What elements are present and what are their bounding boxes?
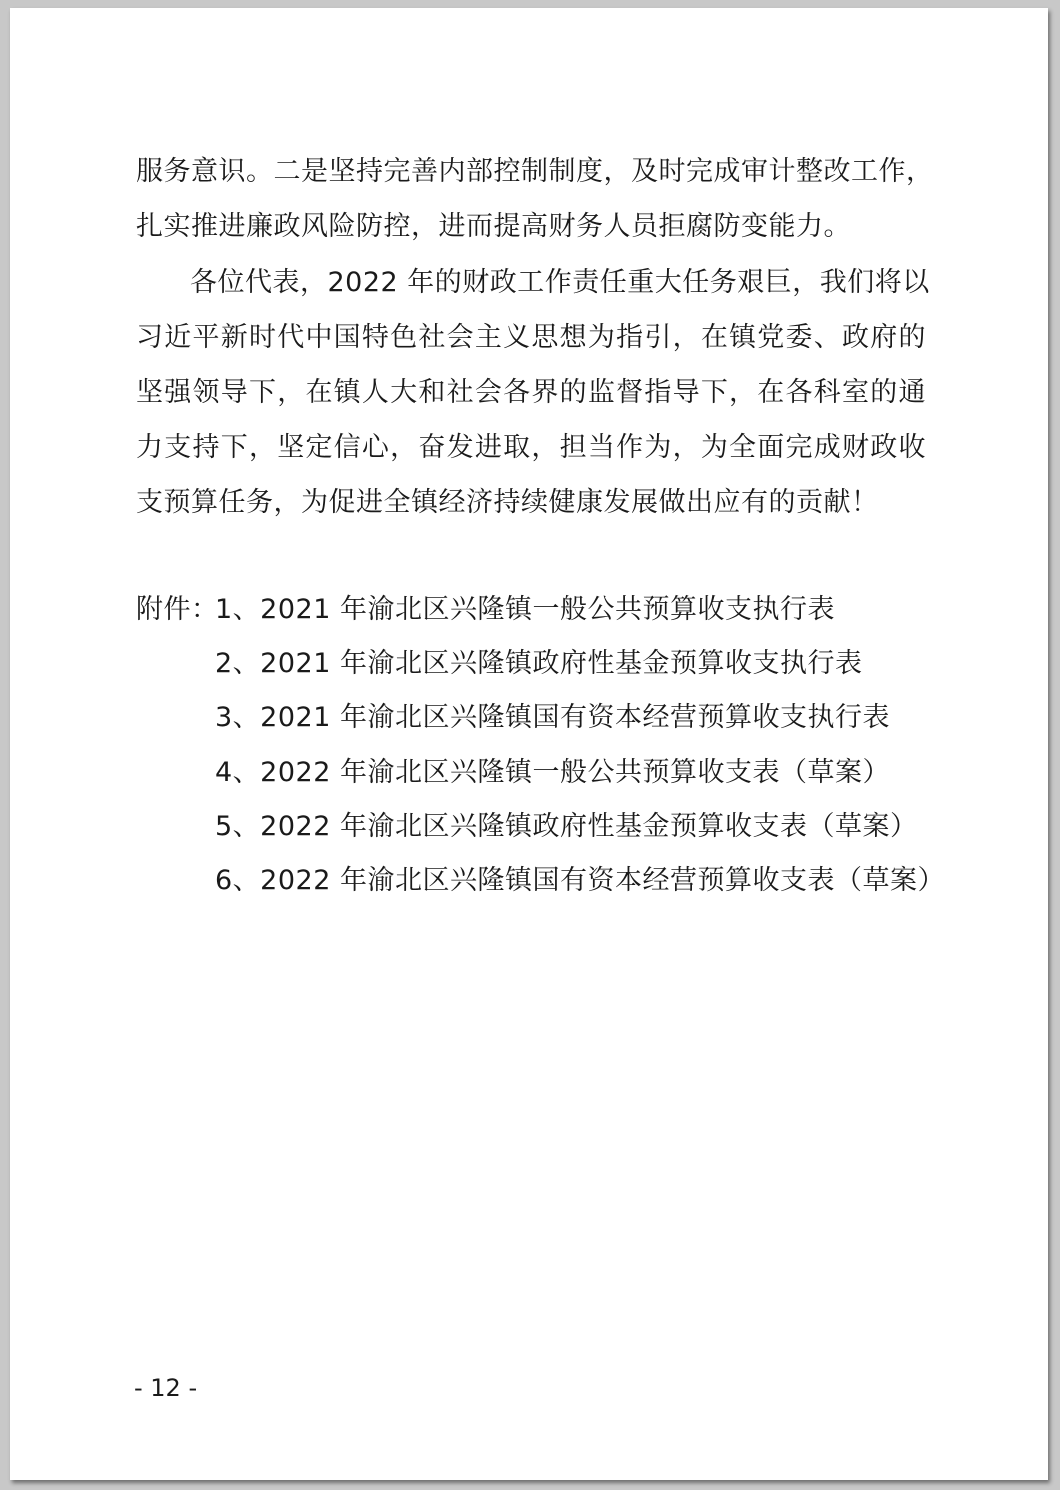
page-number: - 12 - (134, 1374, 198, 1402)
paragraph-1-line-2: 扎实推进廉政风险防控，进而提高财务人员拒腐防变能力。 (136, 211, 851, 242)
attachment-item-3: 3、2021 年渝北区兴隆镇国有资本经营预算收支执行表 (215, 702, 890, 733)
attachment-item-4: 4、2022 年渝北区兴隆镇一般公共预算收支表（草案） (215, 757, 890, 788)
paragraph-2-line-2: 习近平新时代中国特色社会主义思想为指引，在镇党委、政府的 (136, 322, 926, 353)
paragraph-2-line-1: 各位代表，2022 年的财政工作责任重大任务艰巨，我们将以 (190, 267, 930, 298)
paragraph-2-line-5: 支预算任务，为促进全镇经济持续健康发展做出应有的贡献！ (136, 487, 879, 518)
paragraph-2-line-3: 坚强领导下，在镇人大和社会各界的监督指导下，在各科室的通 (136, 377, 926, 408)
paragraph-1-line-1: 服务意识。二是坚持完善内部控制制度，及时完成审计整改工作， (136, 156, 934, 187)
attachments-label: 附件： (136, 594, 219, 625)
document-page (10, 8, 1048, 1480)
paragraph-2-line-4: 力支持下，坚定信心，奋发进取，担当作为，为全面完成财政收 (136, 432, 926, 463)
attachment-item-1: 1、2021 年渝北区兴隆镇一般公共预算收支执行表 (215, 594, 835, 625)
attachment-item-5: 5、2022 年渝北区兴隆镇政府性基金预算收支表（草案） (215, 811, 918, 842)
attachment-item-6: 6、2022 年渝北区兴隆镇国有资本经营预算收支表（草案） (215, 865, 945, 896)
attachment-item-2: 2、2021 年渝北区兴隆镇政府性基金预算收支执行表 (215, 648, 863, 679)
